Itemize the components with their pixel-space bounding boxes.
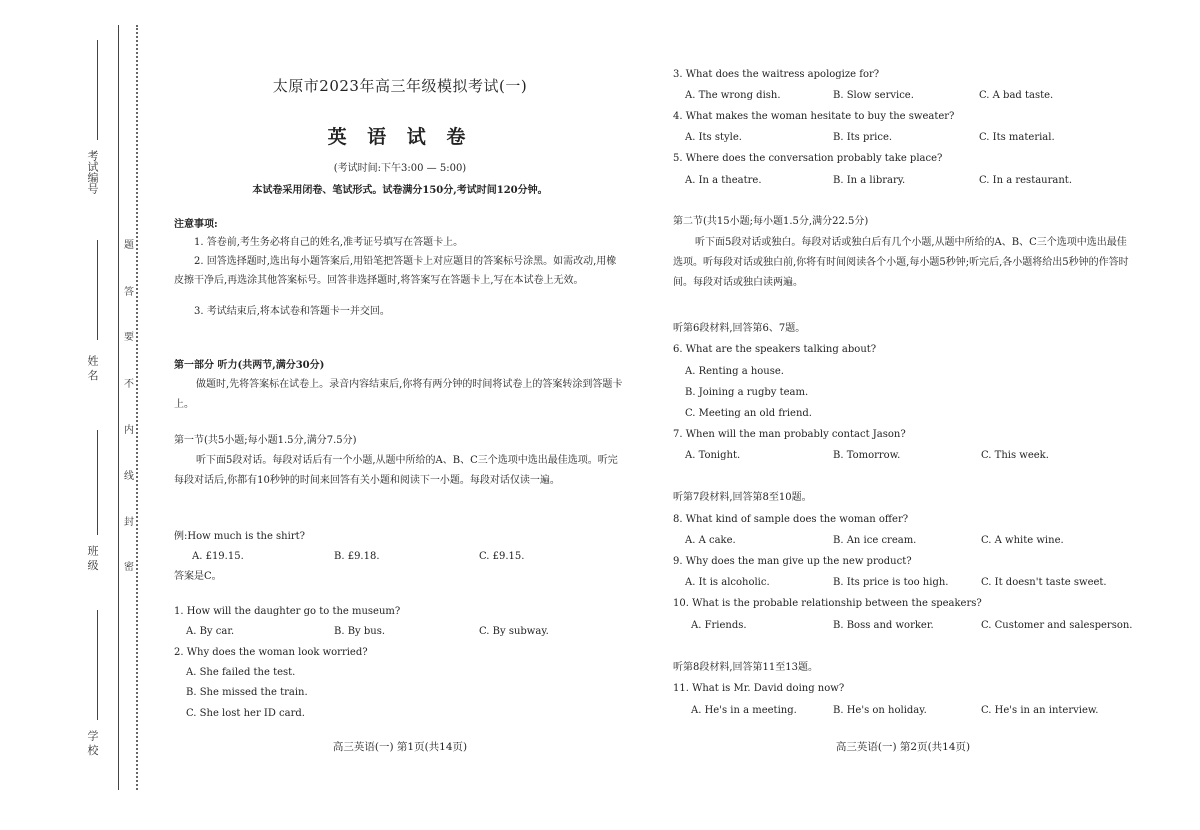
q9-option: B. Its price is too high. <box>833 577 949 588</box>
section2-heading: 第二节(共15小题;每小题1.5分,满分22.5分) <box>673 216 869 227</box>
q4-option: A. Its style. <box>685 132 742 143</box>
school-rule <box>97 610 98 720</box>
question-1: 1. How will the daughter go to the museum? <box>174 606 401 617</box>
q10-option: A. Friends. <box>691 620 747 631</box>
question-7: 7. When will the man probably contact Jason? <box>673 429 906 440</box>
q3-option: A. The wrong dish. <box>685 90 781 101</box>
q7-option: A. Tonight. <box>685 450 741 461</box>
notice-item: 2. 回答选择题时,选出每小题答案后,用铅笔把答题卡上对应题目的答案标号涂黑。如需改动,用橡皮擦干净后,再选涂其他答案标号。回答非选择题时,将答案写在答题卡上,写在本试卷上无效。 <box>174 256 617 286</box>
q8-option: A. A cake. <box>685 535 736 546</box>
q2-option: C. She lost her ID card. <box>186 708 305 719</box>
q1-option: C. By subway. <box>479 626 549 637</box>
q5-option: A. In a theatre. <box>685 175 762 186</box>
page-1 <box>172 0 628 830</box>
class-field <box>84 545 100 571</box>
seal-char: 题 <box>124 240 134 251</box>
seal-char: 不 <box>124 379 134 390</box>
example-answer: 答案是C。 <box>174 571 222 582</box>
q6-option: A. Renting a house. <box>685 366 784 377</box>
q6-option: C. Meeting an old friend. <box>685 408 812 419</box>
question-4: 4. What makes the woman hesitate to buy the sweater? <box>673 111 955 122</box>
school-field <box>84 730 100 756</box>
class-rule <box>97 430 98 535</box>
page-1-footer: 高三英语(一) 第1页(共14页) <box>332 741 468 753</box>
q11-option: C. He's in an interview. <box>981 705 1099 716</box>
q10-option: B. Boss and worker. <box>833 620 934 631</box>
exam-number-label: 考试编号 <box>86 150 99 194</box>
q1-option: B. By bus. <box>334 626 386 637</box>
seal-char: 线 <box>124 471 134 482</box>
name-rule <box>97 240 98 340</box>
q10-option: C. Customer and salesperson. <box>981 620 1133 631</box>
q6-option: B. Joining a rugby team. <box>685 387 809 398</box>
material-7-note: 听第7段材料,回答第8至10题。 <box>673 492 812 503</box>
q5-option: B. In a library. <box>833 175 906 186</box>
q9-option: C. It doesn't taste sweet. <box>981 577 1107 588</box>
example-option: A. £19.15. <box>192 551 244 562</box>
q11-option: A. He's in a meeting. <box>691 705 797 716</box>
page-2 <box>673 0 1133 830</box>
name-label: 姓 名 <box>86 355 99 381</box>
page-2-footer: 高三英语(一) 第2页(共14页) <box>835 741 971 753</box>
time-note: (考试时间:下午3:00 — 5:00) <box>333 163 467 174</box>
q2-option: B. She missed the train. <box>186 687 308 698</box>
part1-intro: 做题时,先将答案标在试卷上。录音内容结束后,你将有两分钟的时间将试卷上的答案转涂到答题卡上。 <box>174 379 623 410</box>
name-field <box>84 355 100 381</box>
q1-option: A. By car. <box>186 626 235 637</box>
section1-heading: 第一节(共5小题;每小题1.5分,满分7.5分) <box>174 435 357 446</box>
q3-option: C. A bad taste. <box>979 90 1054 101</box>
example-option: B. £9.18. <box>334 551 380 562</box>
example-option: C. £9.15. <box>479 551 525 562</box>
notice-heading: 注意事项: <box>174 219 218 230</box>
material-6-note: 听第6段材料,回答第6、7题。 <box>673 323 806 334</box>
section2-intro: 听下面5段对话或独白。每段对话或独白后有几个小题,从题中所给的A、B、C三个选项中选出最佳选项。听每段对话或独白前,你将有时间阅读各个小题,每小题5秒钟;听完后,各小题将给出5秒钟的作答时间。每段对话或独白读两遍。 <box>673 237 1129 288</box>
question-10: 10. What is the probable relationship between the speakers? <box>673 598 982 609</box>
subject-title: 英 语 试 卷 <box>327 126 473 148</box>
binding-line-outer <box>118 25 119 790</box>
q2-option: A. She failed the test. <box>186 667 296 678</box>
material-8-note: 听第8段材料,回答第11至13题。 <box>673 662 818 673</box>
seal-char: 要 <box>124 332 134 343</box>
q9-option: A. It is alcoholic. <box>685 577 770 588</box>
q8-option: C. A white wine. <box>981 535 1064 546</box>
q8-option: B. An ice cream. <box>833 535 917 546</box>
q4-option: B. Its price. <box>833 132 893 143</box>
question-9: 9. Why does the man give up the new product? <box>673 556 912 567</box>
school-label: 学 校 <box>86 730 99 756</box>
seal-char: 内 <box>124 425 134 436</box>
exam-number-rule <box>97 40 98 140</box>
question-6: 6. What are the speakers talking about? <box>673 344 877 355</box>
question-11: 11. What is Mr. David doing now? <box>673 683 845 694</box>
seal-char: 答 <box>124 287 134 298</box>
q7-option: C. This week. <box>981 450 1049 461</box>
seal-char: 封 <box>124 517 134 528</box>
exam-info: 本试卷采用闭卷、笔试形式。试卷满分150分,考试时间120分钟。 <box>252 185 548 196</box>
question-8: 8. What kind of sample does the woman offer? <box>673 514 909 525</box>
example-question: 例:How much is the shirt? <box>174 531 305 542</box>
section1-intro: 听下面5段对话。每段对话后有一个小题,从题中所给的A、B、C三个选项中选出最佳选项。听完每段对话后,你都有10秒钟的时间来回答有关小题和阅读下一小题。每段对话仅读一遍。 <box>174 455 618 486</box>
q3-option: B. Slow service. <box>833 90 914 101</box>
seal-char: 密 <box>124 562 134 573</box>
q4-option: C. Its material. <box>979 132 1055 143</box>
class-label: 班 级 <box>86 545 99 571</box>
exam-number-field <box>84 150 100 194</box>
question-2: 2. Why does the woman look worried? <box>174 647 368 658</box>
question-3: 3. What does the waitress apologize for? <box>673 69 880 80</box>
q7-option: B. Tomorrow. <box>833 450 901 461</box>
notice-item: 3. 考试结束后,将本试卷和答题卡一并交回。 <box>194 306 390 317</box>
part1-heading: 第一部分 听力(共两节,满分30分) <box>174 360 325 371</box>
question-5: 5. Where does the conversation probably take place? <box>673 153 943 164</box>
q11-option: B. He's on holiday. <box>833 705 927 716</box>
binding-margin <box>0 0 140 830</box>
exam-title: 太原市2023年高三年级模拟考试(一) <box>272 77 528 95</box>
notice-item: 1. 答卷前,考生务必将自己的姓名,准考证号填写在答题卡上。 <box>194 237 464 248</box>
binding-dotted-line <box>136 25 138 790</box>
q5-option: C. In a restaurant. <box>979 175 1072 186</box>
